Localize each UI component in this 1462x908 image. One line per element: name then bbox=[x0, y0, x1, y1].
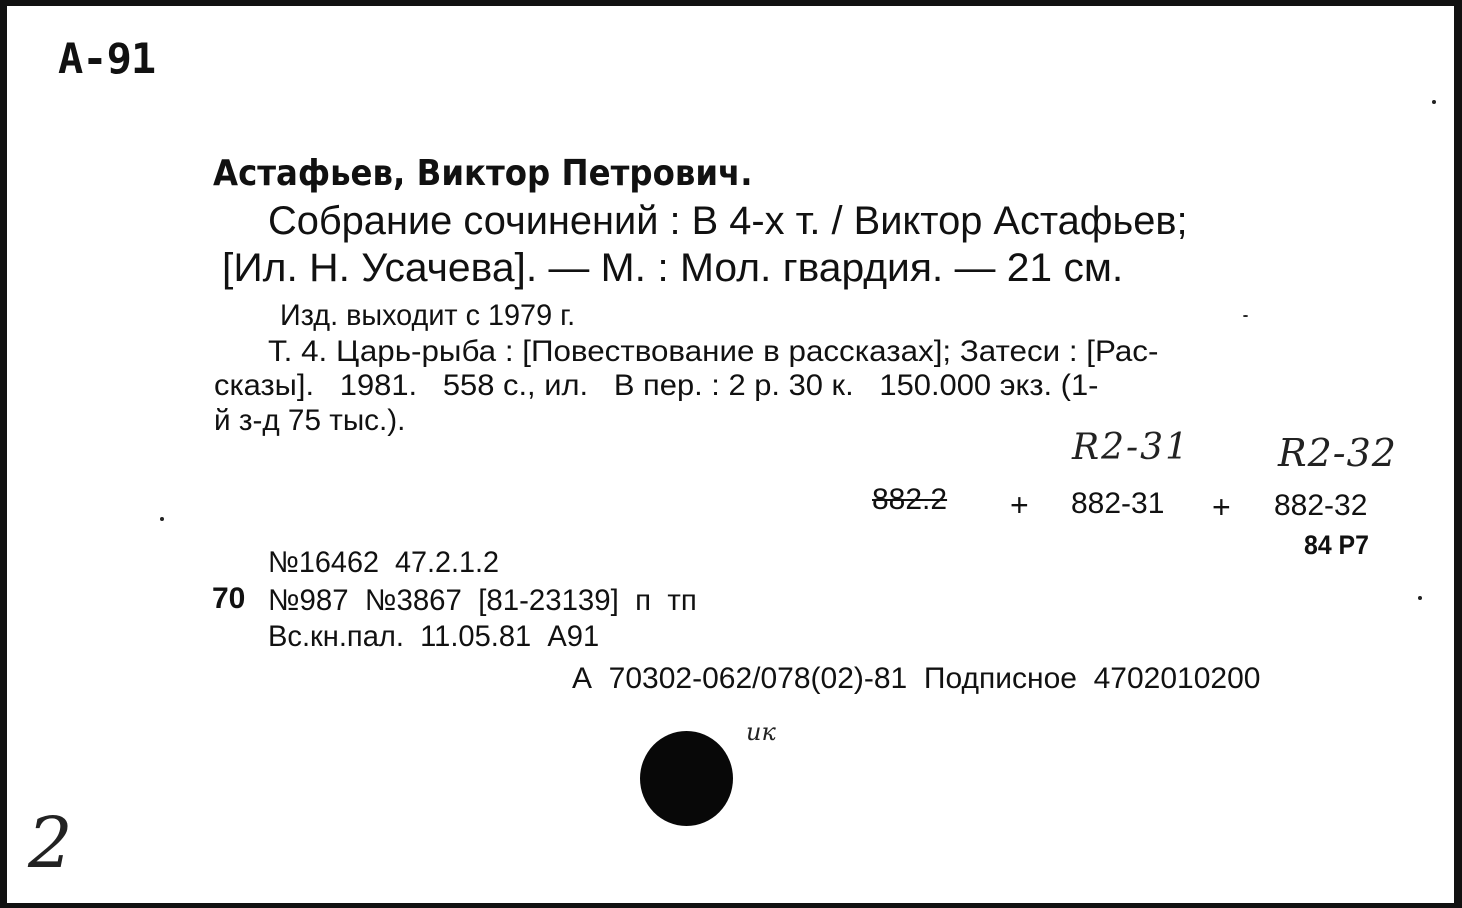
handwritten-code-2: R2-32 bbox=[1278, 431, 1397, 475]
classification-code-2: 882-31 bbox=[1071, 487, 1165, 520]
classification-plus-2: + bbox=[1212, 489, 1231, 525]
catalog-line-2: №987 №3867 [81-23139] п тп bbox=[268, 584, 697, 617]
volume-line-1: Т. 4. Царь-рыба : [Повествование в рассказах]; Затеси : [Рас- bbox=[268, 335, 1159, 368]
handwritten-initials: ик bbox=[746, 718, 776, 746]
volume-line-2: сказы]. 1981. 558 с., ил. В пер. : 2 р. 30 к. 150.000 экз. (1- bbox=[214, 369, 1099, 402]
catalog-line-3: Вс.кн.пал. 11.05.81 А91 bbox=[268, 620, 600, 653]
classification-code-4: 84 Р7 bbox=[1304, 530, 1369, 560]
speck-3 bbox=[1418, 596, 1422, 600]
call-number: А-91 bbox=[58, 34, 156, 83]
title-line-1: Собрание сочинений : В 4-х т. / Виктор Астафьев; bbox=[268, 199, 1188, 243]
catalog-line-1: №16462 47.2.1.2 bbox=[268, 546, 500, 579]
speck-1 bbox=[1432, 100, 1436, 104]
classification-struck-code: 882.2 bbox=[872, 483, 948, 516]
author-heading: Астафьев, Виктор Петрович. bbox=[213, 153, 753, 194]
publication-note: Изд. выходит с 1979 г. bbox=[280, 299, 576, 332]
speck-2 bbox=[160, 517, 164, 521]
imprint-line: А 70302-062/078(02)-81 Подписное 4702010200 bbox=[572, 662, 1261, 695]
catalog-line-2-number: 70 bbox=[212, 582, 246, 615]
classification-plus-1: + bbox=[1010, 487, 1029, 523]
classification-code-3: 882-32 bbox=[1274, 489, 1368, 522]
speck-4 bbox=[1243, 315, 1248, 317]
volume-line-3: й з-д 75 тыс.). bbox=[214, 404, 406, 437]
title-line-2: [Ил. Н. Усачева]. — М. : Мол. гвардия. — 21 см. bbox=[222, 246, 1124, 290]
handwritten-code-1: R2-31 bbox=[1072, 427, 1190, 468]
handwritten-number: 2 bbox=[28, 802, 73, 884]
punch-hole bbox=[640, 731, 733, 826]
